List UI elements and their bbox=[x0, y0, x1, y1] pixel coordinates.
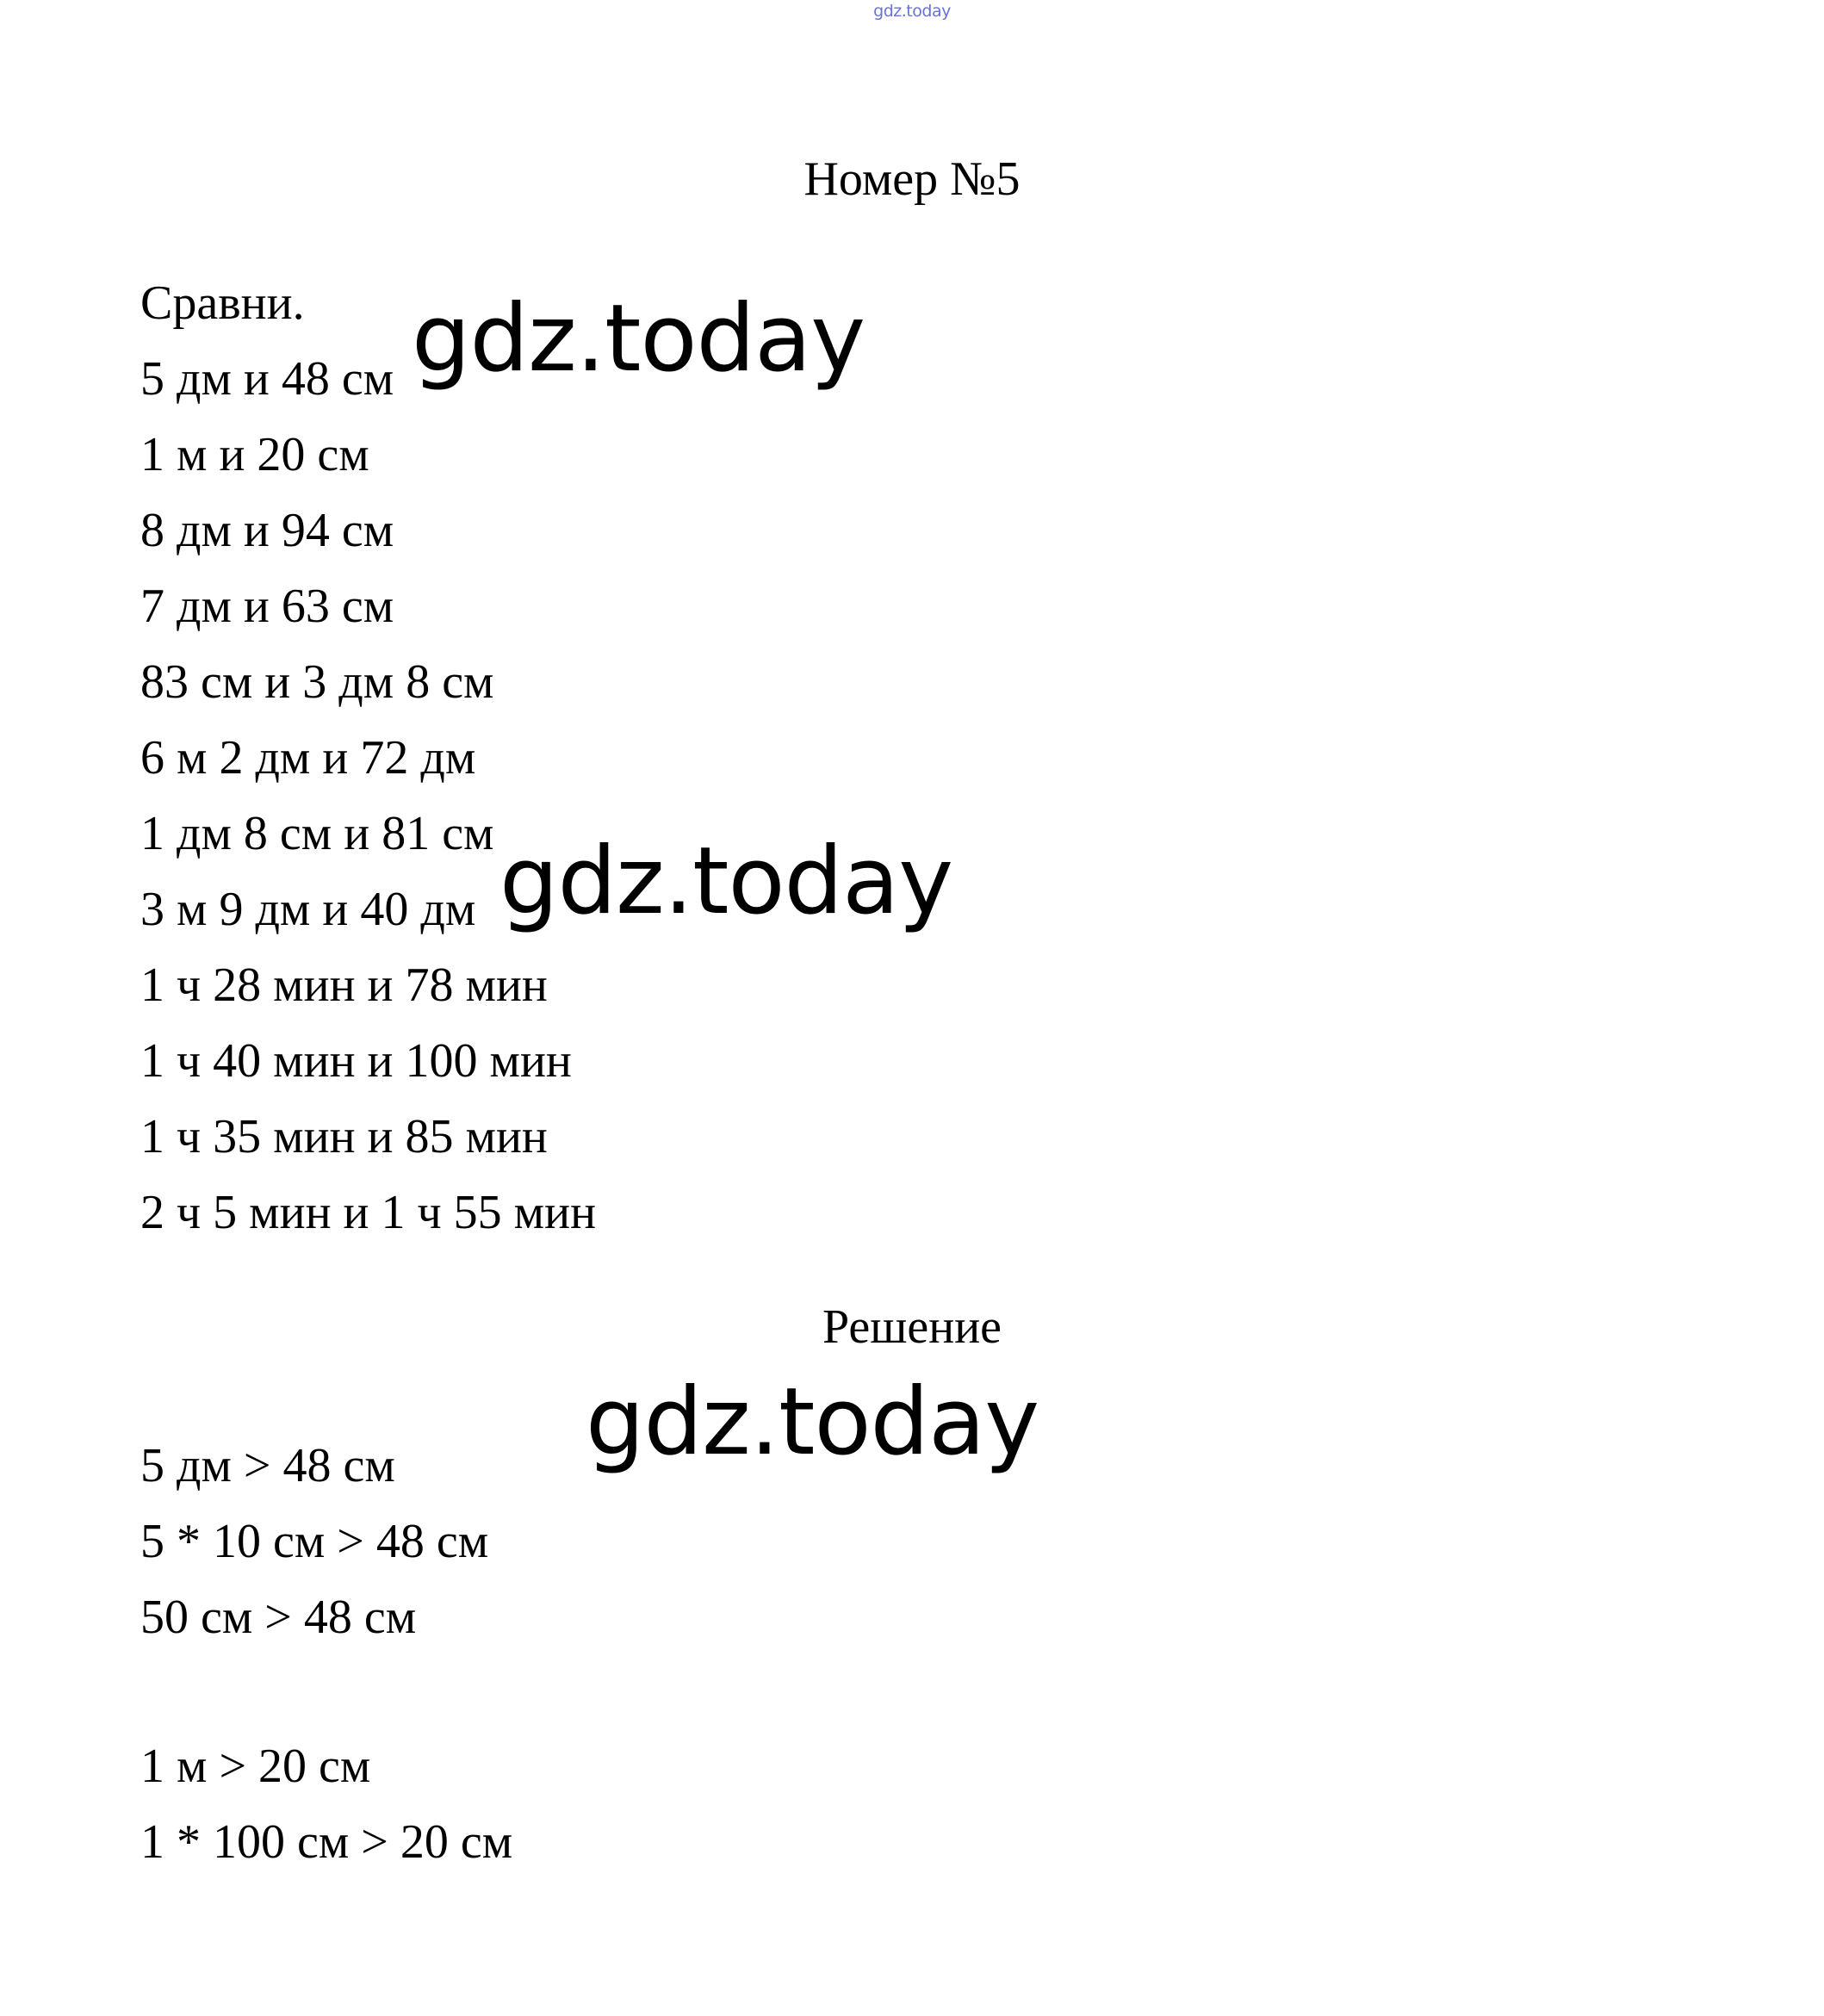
task-item: 1 ч 40 мин и 100 мин bbox=[140, 1034, 572, 1088]
task-item: 7 дм и 63 см bbox=[140, 580, 394, 633]
solution-line: 1 м > 20 см bbox=[140, 1740, 371, 1793]
watermark-text: gdz.today bbox=[586, 1368, 1039, 1476]
task-item: 1 м и 20 см bbox=[140, 428, 369, 481]
top-watermark: gdz.today bbox=[873, 2, 951, 21]
solution-line: 5 * 10 см > 48 см bbox=[140, 1515, 489, 1568]
task-item: 6 м 2 дм и 72 дм bbox=[140, 731, 476, 785]
solution-line: 5 дм > 48 см bbox=[140, 1439, 395, 1492]
solution-title: Решение bbox=[822, 1300, 1002, 1354]
watermark-text: gdz.today bbox=[412, 285, 865, 393]
task-item: 8 дм и 94 см bbox=[140, 504, 394, 557]
solution-block-1 bbox=[140, 1428, 488, 1655]
solution-line: 1 * 100 см > 20 см bbox=[140, 1815, 513, 1869]
task-item: 1 ч 35 мин и 85 мин bbox=[140, 1110, 548, 1163]
task-instruction: Сравни. bbox=[140, 276, 305, 330]
task-item: 3 м 9 дм и 40 дм bbox=[140, 883, 476, 936]
task-item: 5 дм и 48 см bbox=[140, 352, 394, 406]
task-item: 2 ч 5 мин и 1 ч 55 мин bbox=[140, 1186, 597, 1239]
task-item: 1 ч 28 мин и 78 мин bbox=[140, 958, 548, 1012]
task-item: 83 см и 3 дм 8 см bbox=[140, 655, 494, 709]
watermark-text: gdz.today bbox=[499, 828, 953, 935]
solution-line: 50 см > 48 см bbox=[140, 1591, 417, 1644]
task-list bbox=[140, 265, 596, 1250]
task-title: Номер №5 bbox=[803, 152, 1021, 206]
solution-block-2 bbox=[140, 1728, 512, 1880]
task-item: 1 дм 8 см и 81 см bbox=[140, 807, 494, 860]
